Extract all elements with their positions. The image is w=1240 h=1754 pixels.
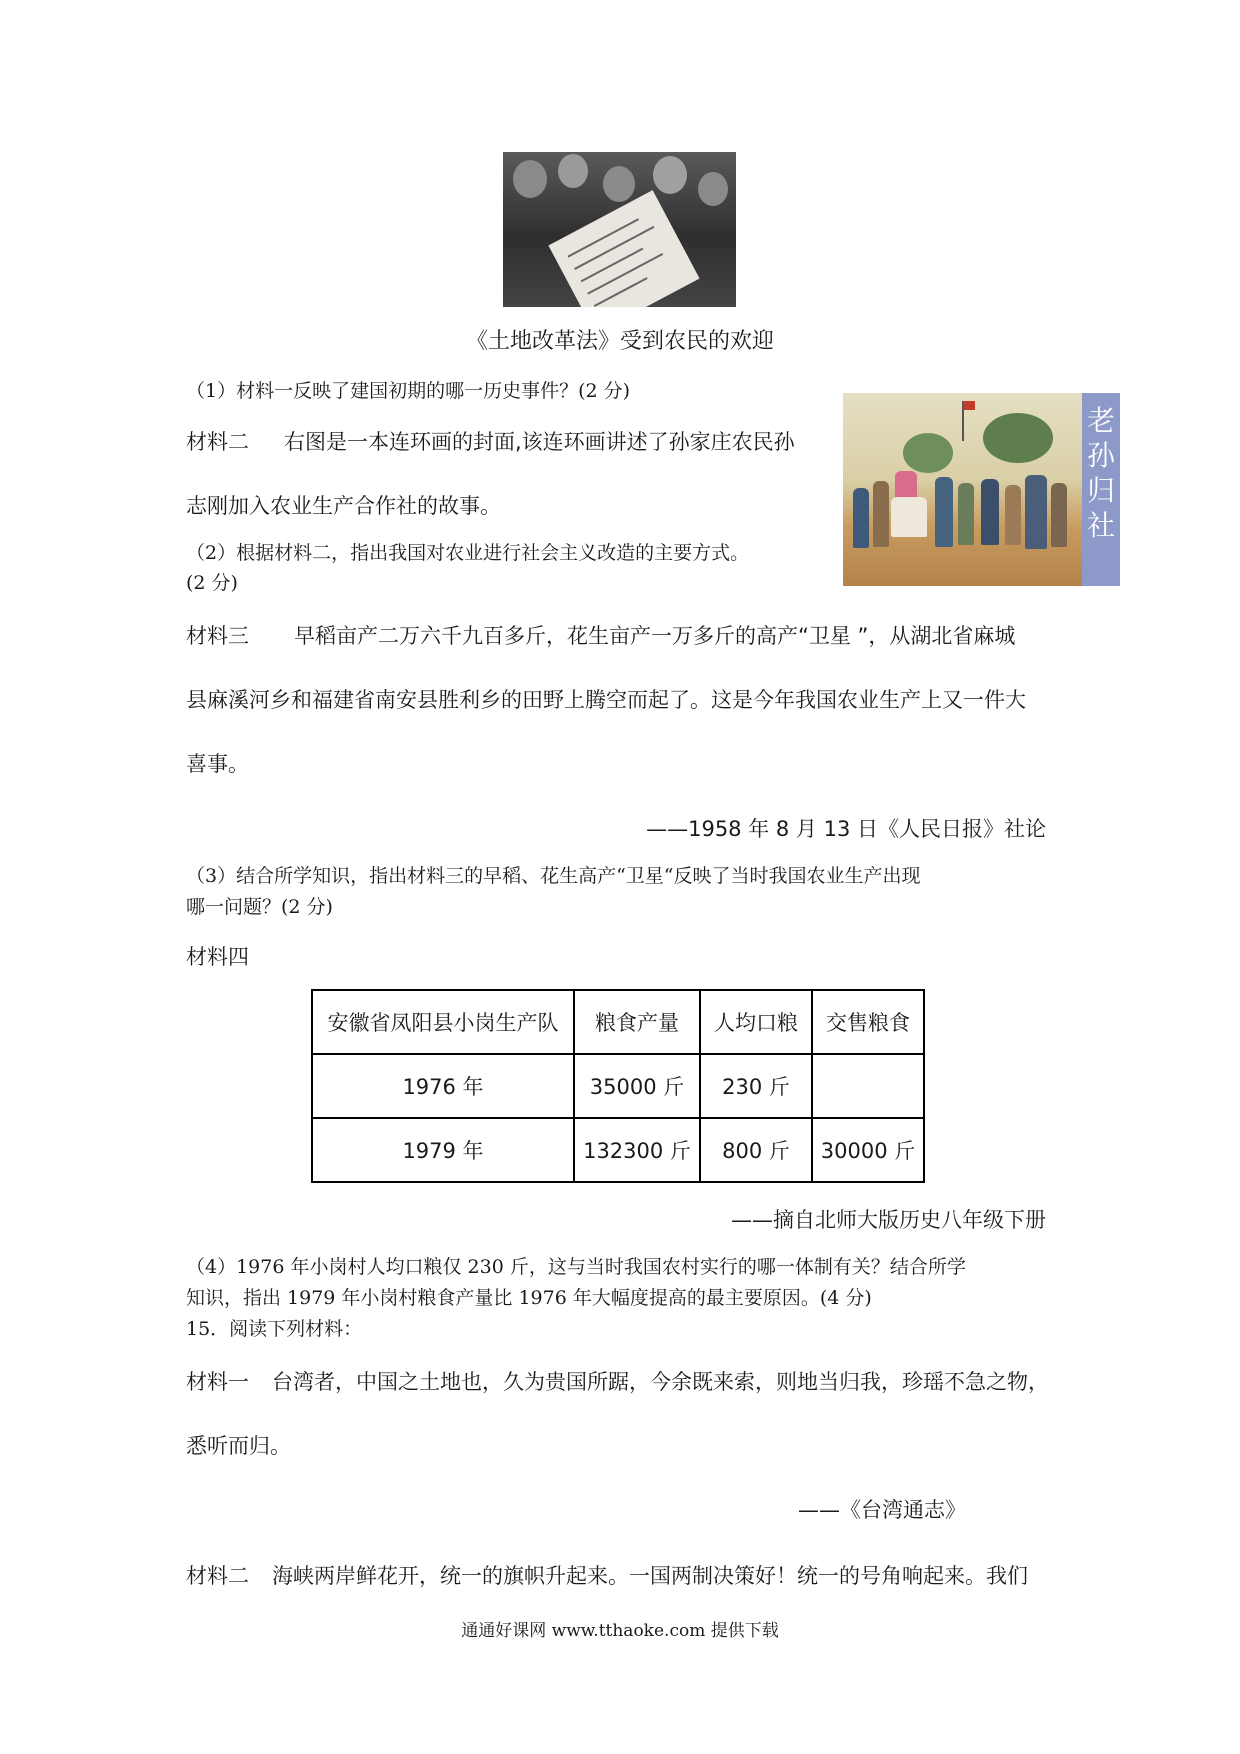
question-4-line-1: （4）1976 年小岗村人均口粮仅 230 斤，这与当时我国农村实行的哪一体制有关？结合所学 — [186, 1256, 966, 1278]
table-header-cell: 人均口粮 — [700, 990, 812, 1054]
table-cell: 1979 年 — [312, 1118, 574, 1182]
table-cell: 35000 斤 — [574, 1054, 700, 1118]
question-2-line-1: （2）根据材料二，指出我国对农业进行社会主义改造的主要方式。 — [186, 542, 750, 564]
question-4-line-2: 知识，指出 1979 年小岗村粮食产量比 1976 年大幅度提高的最主要原因。(4 分) — [186, 1287, 872, 1309]
comic-cover-image — [843, 393, 1120, 586]
table-cell: 800 斤 — [700, 1118, 812, 1182]
table-cell — [812, 1054, 924, 1118]
q15-material-2-label: 材料二 — [186, 1564, 249, 1588]
comic-title-char-3: 归 — [1086, 474, 1115, 507]
table-cell: 30000 斤 — [812, 1118, 924, 1182]
material-4-source: ——摘自北师大版历史八年级下册 — [731, 1208, 1046, 1232]
comic-title-char-2: 孙 — [1086, 439, 1115, 472]
table-header-cell: 安徽省凤阳县小岗生产队 — [312, 990, 574, 1054]
material-2-line-2: 志刚加入农业生产合作社的故事。 — [186, 494, 501, 518]
question-3-line-1: （3）结合所学知识，指出材料三的早稻、花生高产“卫星“反映了当时我国农业生产出现 — [186, 865, 921, 887]
material-2-line-1: 右图是一本连环画的封面,该连环画讲述了孙家庄农民孙 — [284, 430, 795, 454]
question-1: （1）材料一反映了建国初期的哪一历史事件？(2 分) — [186, 380, 631, 402]
question-15-heading: 15．阅读下列材料： — [186, 1318, 363, 1340]
table-header-row — [312, 990, 924, 1054]
question-3-line-2: 哪一问题？(2 分) — [186, 896, 333, 918]
question-2-line-2: (2 分) — [186, 572, 238, 594]
land-reform-photo — [503, 152, 736, 307]
table-header-cell: 粮食产量 — [574, 990, 700, 1054]
xiaogang-grain-table — [311, 989, 925, 1183]
material-3-line-1: 早稻亩产二万六千九百多斤，花生亩产一万多斤的高产“卫星 ”，从湖北省麻城 — [294, 624, 1016, 648]
q15-material-1-line-1: 台湾者，中国之土地也，久为贵国所踞，今余既来索，则地当归我，珍瑶不急之物， — [272, 1370, 1049, 1394]
q15-material-1-line-2: 悉听而归。 — [186, 1434, 291, 1458]
page-footer: 通通好课网 www.tthaoke.com 提供下载 — [461, 1621, 779, 1641]
table-header-cell: 交售粮食 — [812, 990, 924, 1054]
material-3-source: ——1958 年 8 月 13 日《人民日报》社论 — [646, 817, 1046, 841]
material-3-line-3: 喜事。 — [186, 752, 249, 776]
comic-title-char-1: 老 — [1086, 404, 1115, 437]
table-cell: 1976 年 — [312, 1054, 574, 1118]
q15-material-1-source: ——《台湾通志》 — [798, 1498, 966, 1522]
material-2-label: 材料二 — [186, 430, 249, 454]
table-row — [312, 1118, 924, 1182]
material-3-label: 材料三 — [186, 624, 249, 648]
q15-material-1-label: 材料一 — [186, 1370, 249, 1394]
comic-title-char-4: 社 — [1086, 509, 1115, 542]
q15-material-2-line-1: 海峡两岸鲜花开，统一的旗帜升起来。一国两制决策好！统一的号角响起来。我们 — [272, 1564, 1028, 1588]
table-row — [312, 1054, 924, 1118]
material-3-line-2: 县麻溪河乡和福建省南安县胜利乡的田野上腾空而起了。这是今年我国农业生产上又一件大 — [186, 688, 1026, 712]
table-cell: 132300 斤 — [574, 1118, 700, 1182]
photo-caption: 《土地改革法》受到农民的欢迎 — [465, 329, 774, 354]
table-cell: 230 斤 — [700, 1054, 812, 1118]
material-4-label: 材料四 — [186, 945, 249, 969]
